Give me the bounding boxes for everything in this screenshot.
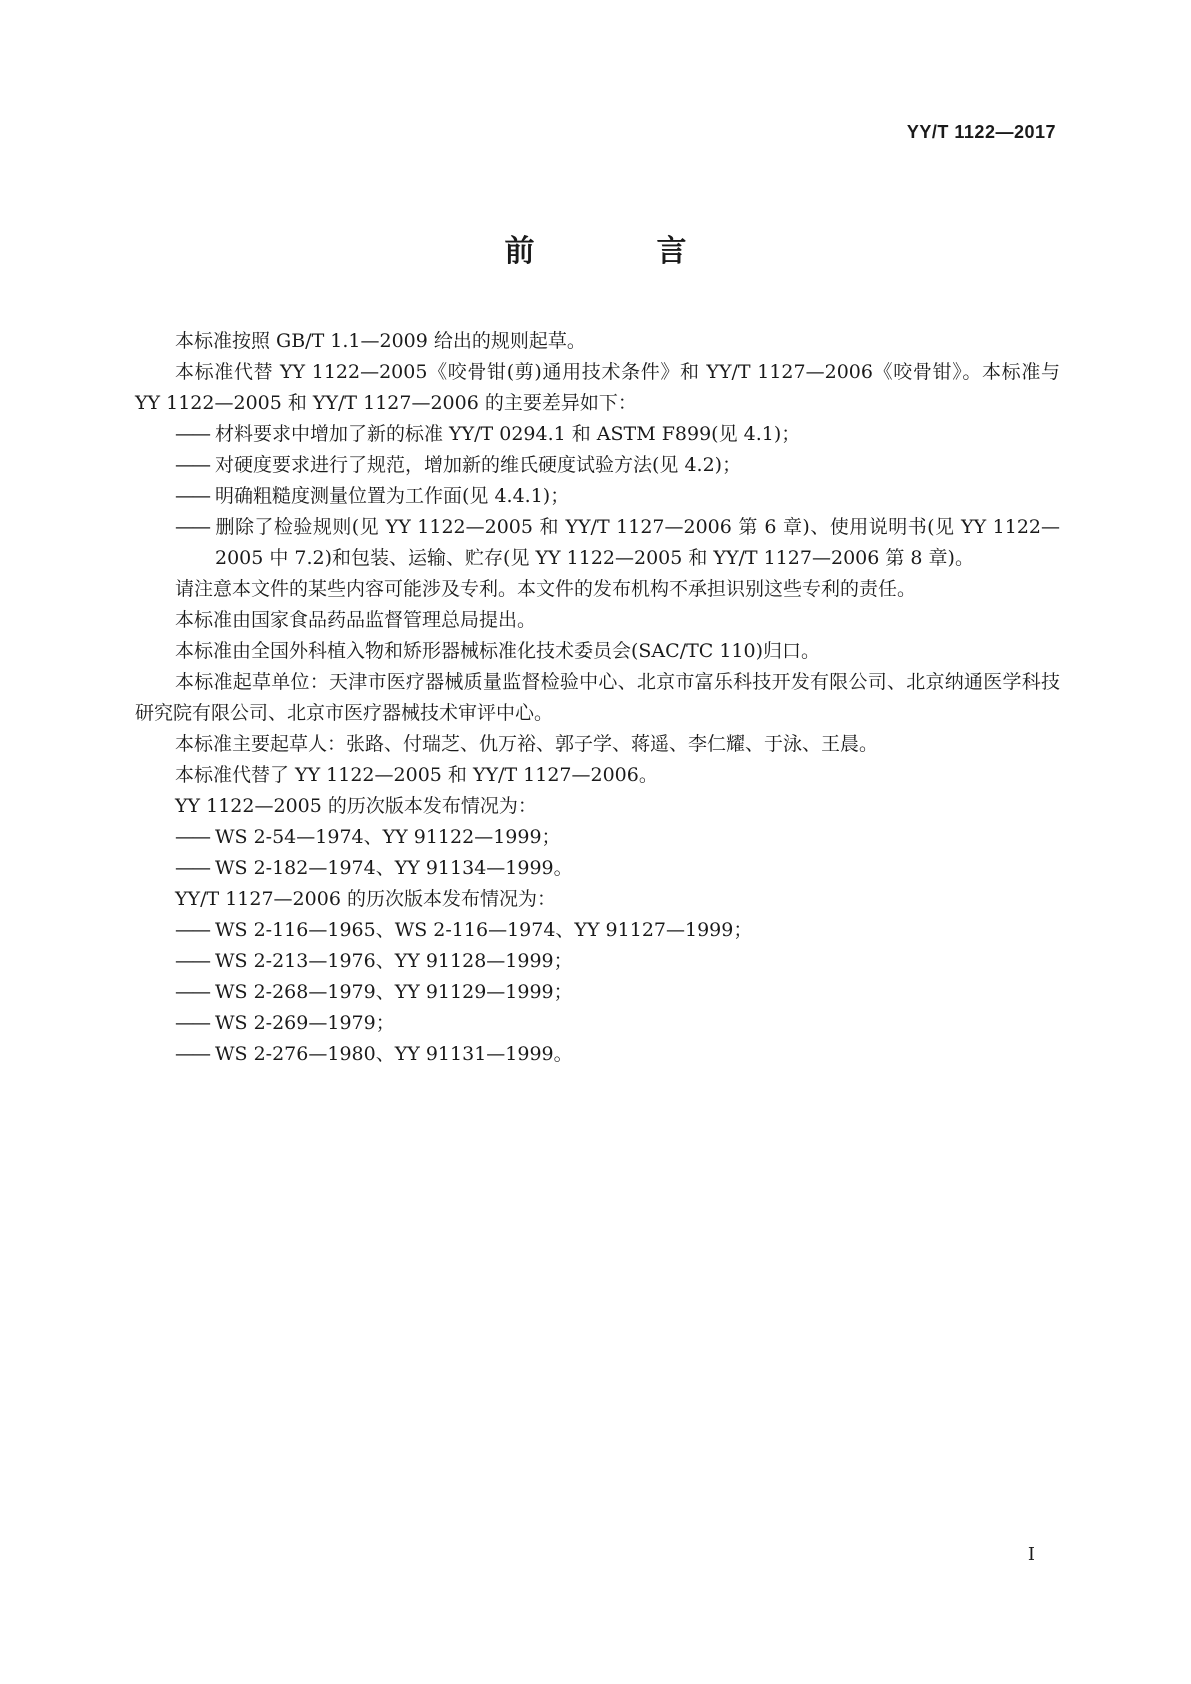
section-title: 前 言 (504, 234, 733, 269)
paragraph-text: 本标准按照 GB/T 1.1—2009 给出的规则起草。 (175, 330, 586, 352)
paragraph (135, 636, 1060, 667)
paragraph-text: 本标准起草单位：天津市医疗器械质量监督检验中心、北京市富乐科技开发有限公司、北京纳通医学科技研究院有限公司、北京市医疗器械技术审评中心。 (135, 671, 1060, 724)
paragraph (135, 667, 1060, 729)
dash-marker: —— (175, 516, 209, 538)
page-number: I (1027, 1544, 1035, 1565)
list-item (135, 419, 1060, 450)
paragraph (135, 884, 1060, 915)
dash-marker: —— (175, 454, 209, 476)
paragraph-text: 材料要求中增加了新的标准 YY/T 0294.1 和 ASTM F899(见 4.1)； (215, 423, 801, 445)
paragraph-text: 本标准由全国外科植入物和矫形器械标准化技术委员会(SAC/TC 110)归口。 (175, 640, 821, 662)
paragraph (135, 605, 1060, 636)
dash-marker: —— (175, 1012, 209, 1034)
list-item (135, 822, 1060, 853)
paragraph (135, 357, 1060, 419)
dash-marker: —— (175, 826, 209, 848)
paragraph (135, 326, 1060, 357)
paragraph-text: YY/T 1127—2006 的历次版本发布情况为： (175, 888, 556, 910)
paragraph-text: 本标准代替 YY 1122—2005《咬骨钳(剪)通用技术条件》和 YY/T 1127—2006《咬骨钳》。本标准与 YY 1122—2005 和 YY/T 1127—2006 的主要差异如下： (135, 361, 1060, 414)
paragraph (135, 791, 1060, 822)
paragraph-text: 请注意本文件的某些内容可能涉及专利。本文件的发布机构不承担识别这些专利的责任。 (175, 578, 917, 600)
dash-marker: —— (175, 981, 209, 1003)
list-item (135, 915, 1060, 946)
paragraph-text: WS 2-116—1965、WS 2-116—1974、YY 91127—1999； (215, 919, 753, 941)
list-item (135, 853, 1060, 884)
dash-marker: —— (175, 857, 209, 879)
paragraph-text: WS 2-54—1974、YY 91122—1999； (215, 826, 561, 848)
paragraph-text: 本标准主要起草人：张路、付瑞芝、仇万裕、郭子学、蒋遥、李仁耀、于泳、王晨。 (175, 733, 879, 755)
paragraph-text: WS 2-269—1979； (215, 1012, 395, 1034)
paragraph-text: WS 2-213—1976、YY 91128—1999； (215, 950, 573, 972)
list-item (135, 481, 1060, 512)
paragraph-text: 删除了检验规则(见 YY 1122—2005 和 YY/T 1127—2006 第 6 章)、使用说明书(见 YY 1122—2005 中 7.2)和包装、运输、贮存(见 YY 1122—2005 和 YY/T 1127—2006 第 8 章)。 (215, 516, 1060, 569)
list-item (135, 977, 1060, 1008)
paragraph (135, 729, 1060, 760)
paragraph (135, 760, 1060, 791)
document-body (135, 326, 1060, 1070)
paragraph-text: YY 1122—2005 的历次版本发布情况为： (175, 795, 537, 817)
paragraph-text: WS 2-276—1980、YY 91131—1999。 (215, 1043, 573, 1065)
paragraph-text: 本标准代替了 YY 1122—2005 和 YY/T 1127—2006。 (175, 764, 658, 786)
dash-marker: —— (175, 423, 209, 445)
dash-marker: —— (175, 485, 209, 507)
dash-marker: —— (175, 950, 209, 972)
paragraph-text: 明确粗糙度测量位置为工作面(见 4.4.1)； (215, 485, 570, 507)
paragraph (135, 574, 1060, 605)
list-item (135, 1008, 1060, 1039)
paragraph-text: WS 2-182—1974、YY 91134—1999。 (215, 857, 573, 879)
paragraph-text: WS 2-268—1979、YY 91129—1999； (215, 981, 573, 1003)
list-item (135, 512, 1060, 574)
list-item (135, 450, 1060, 481)
dash-marker: —— (175, 919, 209, 941)
paragraph-text: 本标准由国家食品药品监督管理总局提出。 (175, 609, 537, 631)
paragraph-text: 对硬度要求进行了规范，增加新的维氏硬度试验方法(见 4.2)； (215, 454, 742, 476)
dash-marker: —— (175, 1043, 209, 1065)
list-item (135, 1039, 1060, 1070)
standard-number: YY/T 1122—2017 (906, 122, 1056, 142)
list-item (135, 946, 1060, 977)
